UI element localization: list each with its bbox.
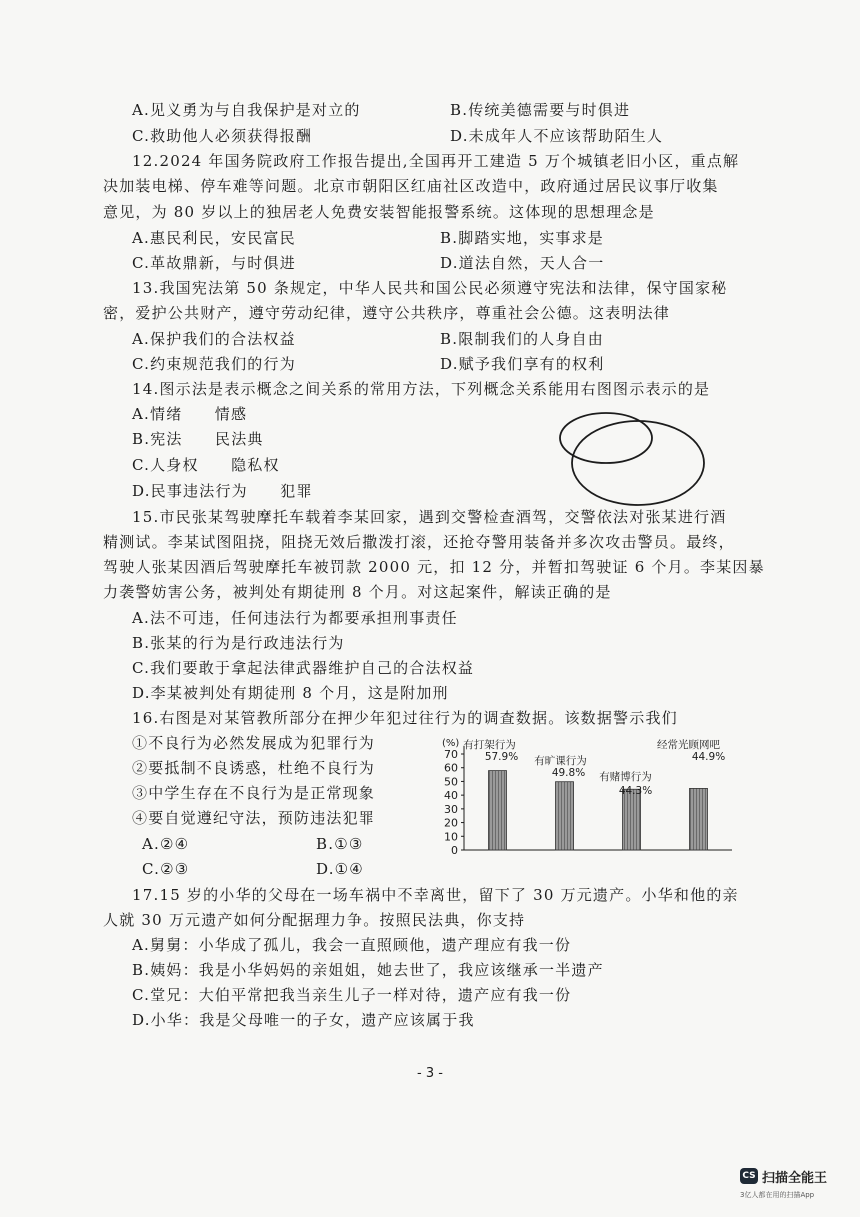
- q13-option-b: B.限制我们的人身自由: [440, 330, 604, 348]
- q13-stem-line-2: 密，爱护公共财产，遵守劳动纪律，遵守公共秩序，尊重社会公德。这表明法律: [103, 304, 671, 322]
- q12-stem-line-3: 意见，为 80 岁以上的独居老人免费安装智能报警系统。这体现的思想理念是: [103, 203, 655, 221]
- q14-stem: 14.图示法是表示概念之间关系的常用方法，下列概念关系能用右图图示表示的是: [132, 380, 711, 398]
- chart-bar: [556, 782, 574, 850]
- q11-option-b: B.传统美德需要与时俱进: [450, 101, 631, 119]
- chart-y-tick-label: 50: [444, 775, 458, 789]
- q13-option-a: A.保护我们的合法权益: [132, 330, 296, 348]
- chart-value-label: 49.8%: [551, 767, 586, 779]
- q11-option-c: C.救助他人必须获得报酬: [132, 127, 313, 145]
- q16-item-4: ④要自觉遵纪守法，预防违法犯罪: [132, 809, 376, 827]
- q16-option-c: C.②③: [142, 860, 190, 878]
- q15-stem-line-3: 驾驶人张某因酒后驾驶摩托车被罚款 2000 元，扣 12 分，并暂扣驾驶证 6 个月。李某因暴: [103, 558, 765, 576]
- chart-category-label: 有打架行为: [463, 739, 516, 751]
- chart-y-tick-label: 30: [444, 802, 458, 816]
- q13-stem-line-1: 13.我国宪法第 50 条规定，中华人民共和国公民必须遵守宪法和法律，保守国家秘: [132, 279, 728, 297]
- behavior-bar-chart: [438, 732, 738, 854]
- q17-option-d: D.小华：我是父母唯一的子女，遗产应该属于我: [132, 1011, 475, 1029]
- q11-option-a: A.见义勇为与自我保护是对立的: [132, 101, 361, 119]
- q17-option-b: B.姨妈：我是小华妈妈的亲姐姐，她去世了，我应该继承一半遗产: [132, 961, 604, 979]
- q12-option-d: D.道法自然，天人合一: [440, 254, 605, 272]
- q15-option-d: D.李某被判处有期徒刑 8 个月，这是附加刑: [132, 684, 449, 702]
- chart-bar: [489, 771, 507, 850]
- page-number: - 3 -: [417, 1066, 443, 1081]
- chart-bar: [690, 788, 708, 850]
- chart-category-label: 经常光顾网吧: [657, 739, 720, 751]
- scanner-brand-name: 扫描全能王: [762, 1171, 828, 1186]
- q14-option-b: B.宪法 民法典: [132, 430, 264, 448]
- q15-stem-line-4: 力袭警妨害公务，被判处有期徒刑 8 个月。对这起案件，解读正确的是: [103, 583, 612, 601]
- q16-option-d: D.①④: [316, 860, 364, 878]
- q15-stem-line-2: 精测试。李某试图阻挠，阻挠无效后撒泼打滚，还抢夺警用装备并多次攻击警员。最终，: [103, 533, 735, 551]
- q16-item-3: ③中学生存在不良行为是正常现象: [132, 784, 376, 802]
- q14-option-c: C.人身权 隐私权: [132, 456, 280, 474]
- q17-stem-line-2: 人就 30 万元遗产如何分配据理力争。按照民法典，你支持: [103, 911, 526, 929]
- q12-option-c: C.革故鼎新，与时俱进: [132, 254, 296, 272]
- venn-diagram: [550, 402, 710, 512]
- scanner-tagline: 3亿人都在用的扫描App: [740, 1191, 815, 1199]
- q12-stem-line-1: 12.2024 年国务院政府工作报告提出,全国再开工建造 5 万个城镇老旧小区，重点解: [132, 152, 740, 170]
- chart-category-label: 有赌博行为: [599, 771, 652, 783]
- q14-option-d: D.民事违法行为 犯罪: [132, 482, 313, 500]
- chart-category-label: 有旷课行为: [534, 755, 587, 767]
- chart-value-label: 44.9%: [691, 751, 726, 763]
- chart-y-tick-label: 70: [444, 748, 458, 761]
- chart-y-unit-label: (%): [442, 738, 460, 749]
- chart-value-label: 57.9%: [484, 751, 519, 763]
- chart-value-label: 44.3%: [618, 785, 653, 797]
- venn-large-circle: [572, 421, 704, 505]
- q17-stem-line-1: 17.15 岁的小华的父母在一场车祸中不幸离世，留下了 30 万元遗产。小华和他的亲: [132, 886, 739, 904]
- q16-item-2: ②要抵制不良诱惑，杜绝不良行为: [132, 759, 376, 777]
- q15-option-a: A.法不可违，任何违法行为都要承担刑事责任: [132, 609, 458, 627]
- q17-option-c: C.堂兄：大伯平常把我当亲生儿子一样对待，遗产应有我一份: [132, 986, 572, 1004]
- q13-option-d: D.赋予我们享有的权利: [440, 355, 605, 373]
- chart-y-tick-label: 20: [444, 816, 458, 830]
- q12-option-b: B.脚踏实地，实事求是: [440, 229, 604, 247]
- q16-option-b: B.①③: [316, 835, 364, 853]
- q12-stem-line-2: 决加装电梯、停车难等问题。北京市朝阳区红庙社区改造中，政府通过居民议事厅收集: [103, 177, 719, 195]
- q16-item-1: ①不良行为必然发展成为犯罪行为: [132, 734, 376, 752]
- q15-stem-line-1: 15.市民张某驾驶摩托车载着李某回家，遇到交警检查酒驾，交警依法对张某进行酒: [132, 508, 727, 526]
- chart-bar: [623, 789, 641, 850]
- chart-y-tick-label: 0: [451, 844, 458, 854]
- chart-y-tick-label: 60: [444, 761, 458, 775]
- q15-option-b: B.张某的行为是行政违法行为: [132, 634, 345, 652]
- q16-option-a: A.②④: [142, 835, 190, 853]
- q17-option-a: A.舅舅：小华成了孤儿，我会一直照顾他，遗产理应有我一份: [132, 936, 572, 954]
- chart-y-tick-label: 10: [444, 830, 458, 844]
- q15-option-c: C.我们要敢于拿起法律武器维护自己的合法权益: [132, 659, 475, 677]
- q11-option-d: D.未成年人不应该帮助陌生人: [450, 127, 664, 145]
- scanner-watermark: [740, 1166, 850, 1206]
- scanner-logo-icon: CS: [740, 1168, 758, 1184]
- chart-y-tick-label: 40: [444, 789, 458, 803]
- q13-option-c: C.约束规范我们的行为: [132, 355, 296, 373]
- q14-option-a: A.情绪 情感: [132, 405, 248, 423]
- q16-stem: 16.右图是对某管教所部分在押少年犯过往行为的调查数据。该数据警示我们: [132, 709, 678, 727]
- q12-option-a: A.惠民利民，安民富民: [132, 229, 296, 247]
